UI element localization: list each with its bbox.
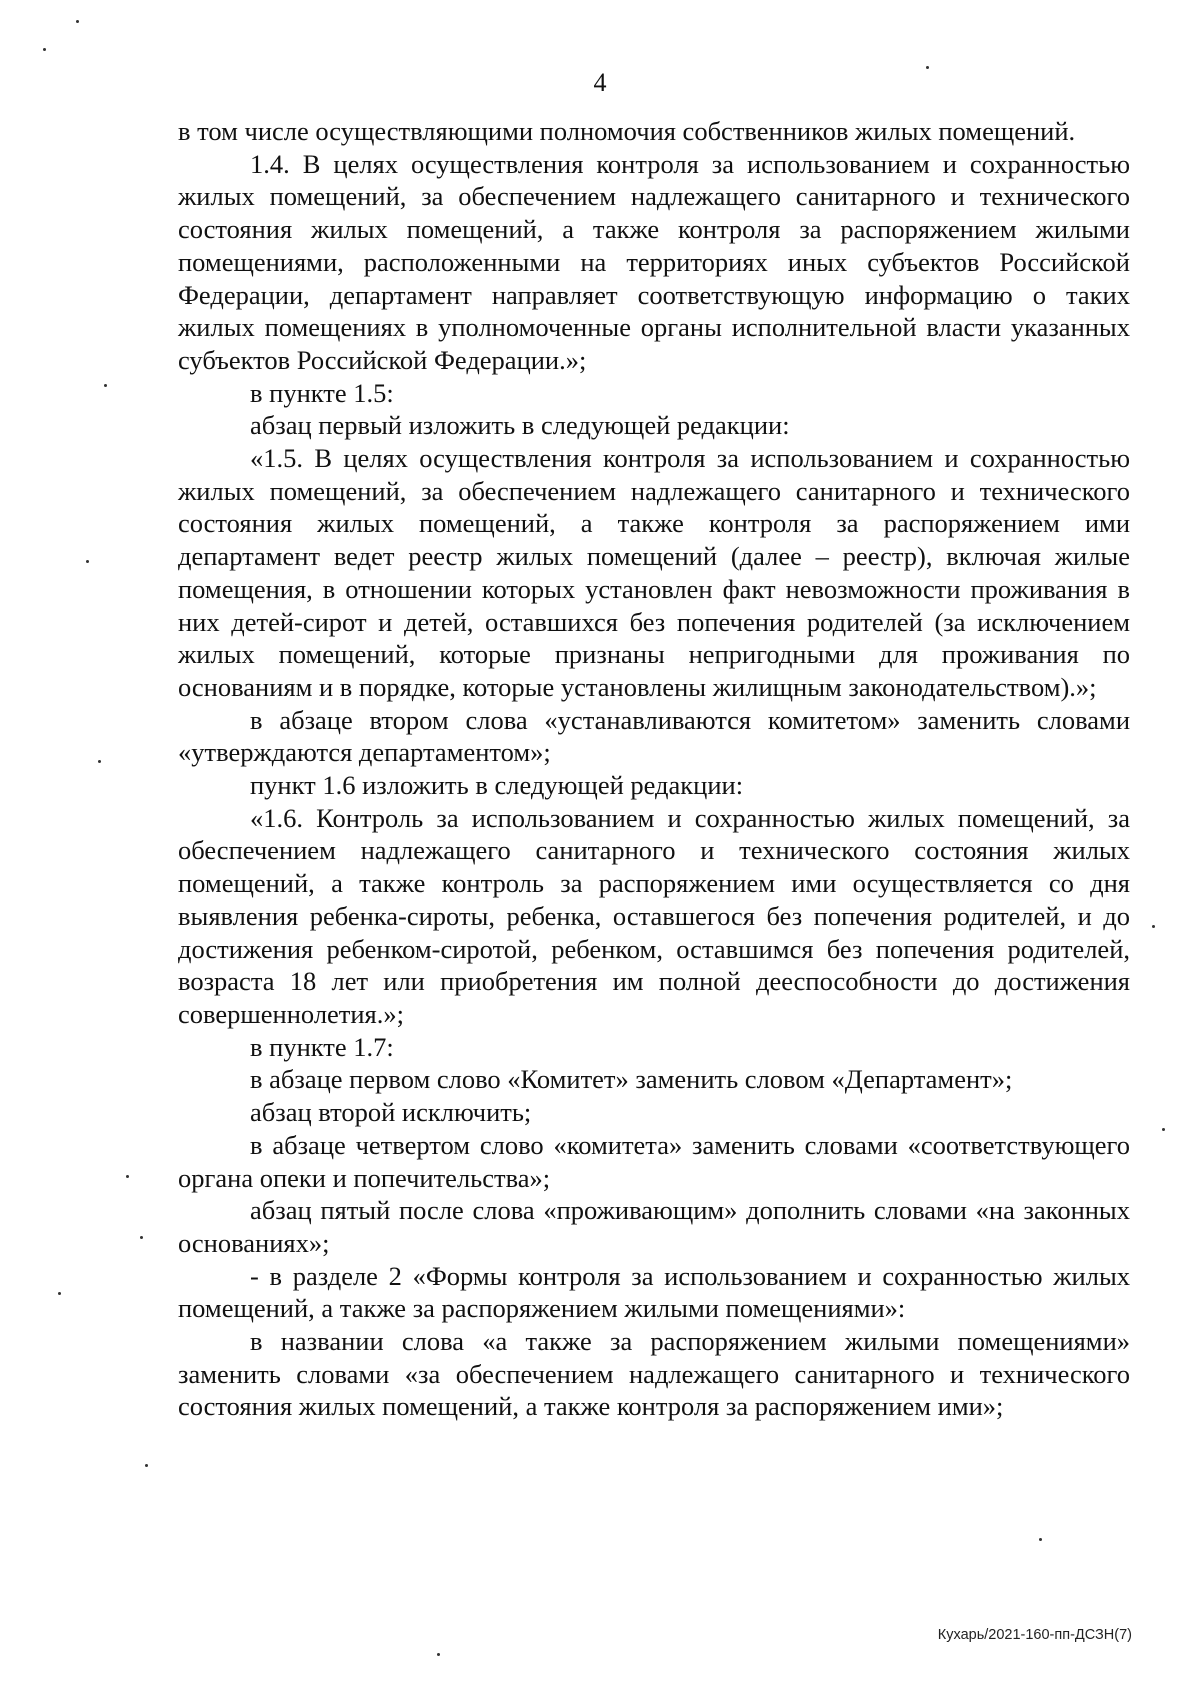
scan-speck — [104, 384, 107, 387]
paragraph-continuation: в том числе осуществляющими полномочия собственников жилых помещений. — [178, 116, 1076, 146]
scan-speck — [76, 20, 79, 23]
paragraph-fifth-abzac-supplement: абзац пятый после слова «проживающим» дополнить словами «на законных основаниях»; — [178, 1195, 1130, 1258]
paragraph-1-4: 1.4. В целях осуществления контроля за использованием и сохранностью жилых помещений, за обеспечением надлежащего санитарного и технического состояния жилых помещений, а также контроля за распоряжением жилыми помещениями, расположенными на территориях иных субъектов Российской Федерации, департамент направляет соответствующую информацию о таких жилых помещениях в уполномоченные органы исполнительной власти указанных субъектов Российской Федерации.»; — [178, 148, 1130, 375]
paragraph-section-2-title-replace: в названии слова «а также за распоряжением жилыми помещениями» заменить словами «за обеспечением надлежащего санитарного и технического состояния жилых помещений, а также контроля за распоряжением ими»; — [178, 1326, 1130, 1422]
paragraph-item-1-7-heading: в пункте 1.7: — [250, 1031, 394, 1062]
scan-speck — [140, 1236, 143, 1239]
scan-speck — [43, 48, 46, 51]
paragraph-first-abzac-instruction: абзац первый изложить в следующей редакции: — [250, 410, 790, 441]
paragraph-second-abzac-replace: в абзаце втором слова «устанавливаются комитетом» заменить словами «утверждаются департаментом»; — [178, 704, 1130, 768]
scan-speck — [1039, 1538, 1042, 1541]
paragraph-item-1-5-heading: в пункте 1.5: — [250, 377, 394, 408]
scan-speck — [926, 66, 929, 69]
scan-speck — [86, 560, 89, 563]
document-body — [178, 115, 1130, 1423]
scan-speck — [145, 1464, 148, 1467]
scan-speck — [58, 1292, 61, 1295]
scan-speck — [437, 1653, 440, 1656]
paragraph-1-6-new-text: «1.6. Контроль за использованием и сохранностью жилых помещений, за обеспечением надлежащего санитарного и технического состояния жилых помещений, а также контроль за распоряжением ими осуществляется со дня выявления ребенка-сироты, ребенка, оставшегося без попечения родителей, и до достижения ребенком-сиротой, ребенком, оставшимся без попечения родителей, возраста 18 лет или приобретения им полной дееспособности до достижения совершеннолетия.»; — [178, 802, 1130, 1029]
scan-speck — [1162, 1128, 1165, 1131]
paragraph-item-1-6-instruction: пункт 1.6 изложить в следующей редакции: — [250, 770, 744, 801]
paragraph-replace-komitet: в абзаце первом слово «Комитет» заменить словом «Департамент»; — [250, 1064, 1013, 1095]
page-number: 4 — [593, 68, 607, 97]
paragraph-section-2-heading: - в разделе 2 «Формы контроля за использованием и сохранностью жилых помещений, а также за распоряжением жилыми помещениями»: — [178, 1260, 1130, 1324]
paragraph-1-5-new-text: «1.5. В целях осуществления контроля за использованием и сохранностью жилых помещений, за обеспечением надлежащего санитарного и технического состояния жилых помещений, а также контроля за распоряжением ими департамент ведет реестр жилых помещений (далее – реестр), включая жилые помещения, в отношении которых установлен факт невозможности проживания в них детей-сирот и детей, оставшихся без попечения родителей (за исключением жилых помещений, которые признаны непригодными для проживания по основаниям и в порядке, которые установлены жилищным законодательством).»; — [178, 443, 1130, 702]
paragraph-exclude-second-abzac: абзац второй исключить; — [250, 1097, 532, 1128]
scan-speck — [126, 1175, 129, 1178]
scan-speck — [98, 760, 101, 763]
paragraph-fourth-abzac-replace: в абзаце четвертом слово «комитета» заменить словами «соответствующего органа опеки и попечительства»; — [178, 1129, 1130, 1193]
scan-speck — [1152, 925, 1155, 928]
document-registration-code: Кухарь/2021-160-пп-ДСЗН(7) — [937, 1627, 1132, 1643]
